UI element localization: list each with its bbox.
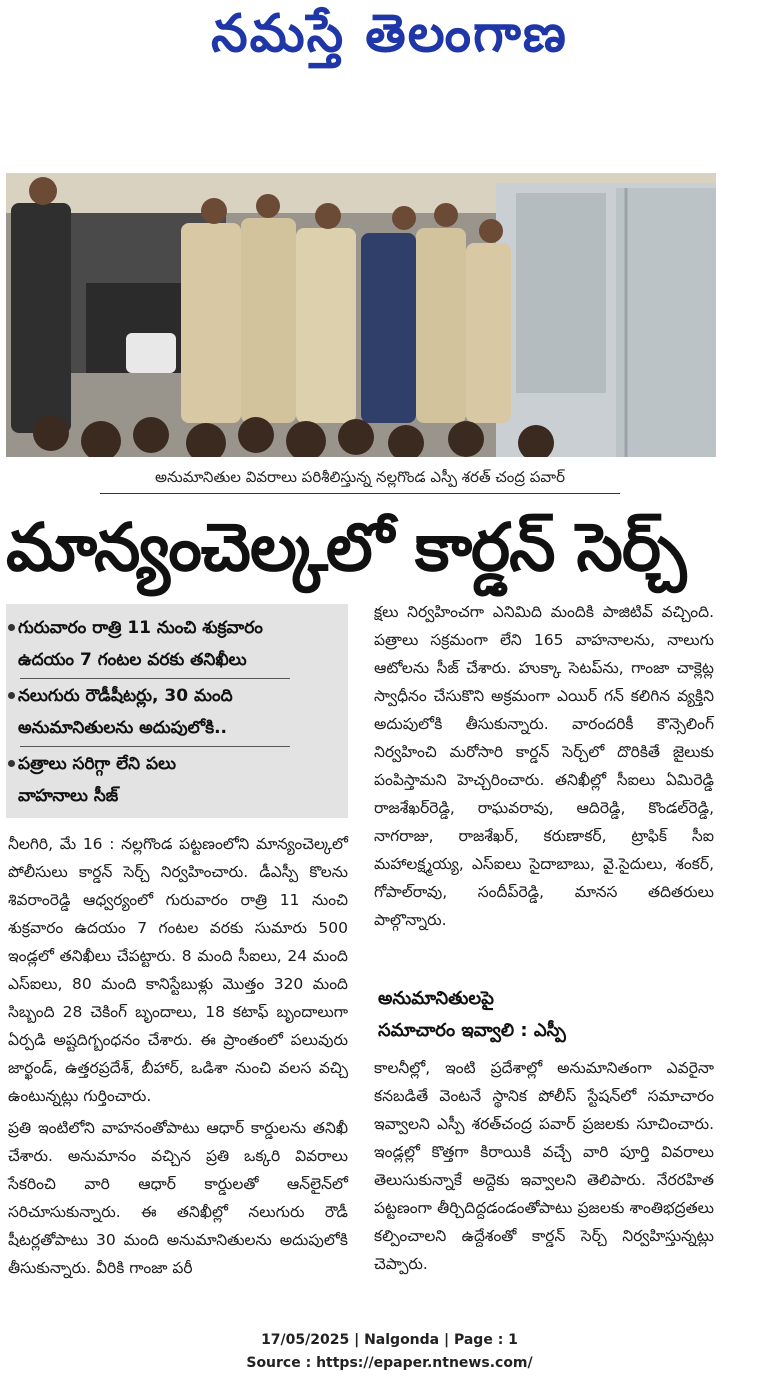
article-paragraph: క్షలు నిర్వహించగా ఎనిమిది మందికి పాజిటివ్ వచ్చింది. పత్రాలు సక్రమంగా లేని 165 వాహనాలను, నాలుగు ఆటోలను సీజ్ చేశారు. హుక్కా సెటప్‌ను, గాంజా చాక్లెట్ల స్వాధీనం చేసుకొని అక్రమంగా ఎయిర్ గన్ కలిగిన వ్యక్తిని అదుపులోకి తీసుకున్నారు. వారందరికీ కౌన్సెలింగ్ నిర్వహించి మరోసారి కార్డన్ సెర్చ్‌లో దొరికితే జైలుకు పంపిస్తామని హెచ్చరించారు. తనిఖీల్లో సీఐలు ఏమిరెడ్డి రాజశేఖర్‌రెడ్డి, రాఘవరావు, ఆదిరెడ్డి, కొండల్‌రెడ్డి, నాగరాజు, రాజశేఖర్, కరుణాకర్, ట్రాఫిక్ సీఐ మహాలక్ష్మయ్య, ఎస్ఐలు సైదాబాబు, వై.సైదులు, శంకర్, గోపాల్‌రావు, సందీప్‌రెడ్డి, మానస తదితరులు పాల్గొన్నారు. bbox=[374, 603, 714, 929]
highlight-item bbox=[18, 612, 340, 676]
bullet-icon bbox=[8, 624, 15, 631]
highlight-line: నలుగురు రౌడీషీటర్లు, 30 మంది bbox=[18, 686, 233, 706]
article-headline: మాన్యంచెల్కలో కార్డన్ సెర్చ్ bbox=[6, 509, 686, 586]
highlight-line: పత్రాలు సరిగ్గా లేని పలు bbox=[18, 754, 177, 774]
highlight-line: ఉదయం 7 గంటల వరకు తనిఖీలు bbox=[18, 650, 247, 670]
article-column-left bbox=[8, 830, 348, 1282]
highlight-divider bbox=[20, 678, 290, 679]
bullet-icon bbox=[8, 760, 15, 767]
highlight-line: వాహనాలు సీజ్ bbox=[18, 786, 119, 806]
article-subheading: సమాచారం ఇవ్వాలి : ఎస్పీ bbox=[378, 1020, 566, 1041]
article-paragraph: ప్రతి ఇంటిలోని వాహనంతోపాటు ఆధార్ కార్డులను తనిఖీ చేశారు. అనుమానం వచ్చిన ప్రతి ఒక్కరి వివరాలు సేకరించి వారి ఆధార్ కార్డులతో ఆన్‌లైన్‌లో సరిచూసుకున్నారు. ఈ తనిఖీల్లో నలుగురు రౌడీ షీటర్లతోపాటు 30 మంది అనుమానితులను అదుపులోకి తీసుకున్నారు. వీరికి గాంజా పరీ bbox=[8, 1119, 348, 1277]
article-column-right-lower bbox=[374, 1054, 714, 1278]
article-paragraph: నీలగిరి, మే 16 : నల్లగొండ పట్టణంలోని మాన్యంచెల్కలో పోలీసులు కార్డన్ సెర్చ్ నిర్వహించారు. డీఎస్పీ కొలను శివరాంరెడ్డి ఆధ్వర్యంలో గురువారం రాత్రి 11 నుంచి శుక్రవారం ఉదయం 7 గంటల వరకు సుమారు 500 ఇండ్లలో తనిఖీలు చేపట్టారు. 8 మంది సీఐలు, 24 మంది ఎస్ఐలు, 80 మంది కానిస్టేబుళ్లు మొత్తం 320 మంది సిబ్బంది 28 చెకింగ్ బృందాలు, 18 కటాఫ్ బృందాలుగా ఏర్పడి అష్టదిగ్బంధనం చేశారు. ఈ ప్రాంతంలో పలువురు జార్ఖండ్, ఉత్తరప్రదేశ్, బీహార్, ఒడిశా నుంచి వలస వచ్చి ఉంటున్నట్లు గుర్తించారు. bbox=[8, 835, 348, 1105]
article-paragraph: కాలనీల్లో, ఇంటి ప్రదేశాల్లో అనుమానితంగా ఎవరైనా కనబడితే వెంటనే స్థానిక పోలీస్ స్టేషన్‌లో సమాచారం ఇవ్వాలని ఎస్పీ శరత్‌చంద్ర పవార్ ప్రజలకు సూచించారు. ఇండ్లల్లో కొత్తగా కిరాయికి వచ్చే వారి పూర్తి వివరాలు తెలుసుకున్నాకే అద్దెకు ఇవ్వాలని తెలిపారు. నేరరహిత పట్టణంగా తీర్చిదిద్దడండంతోపాటు ప్రజలకు శాంతిభద్రతలు కల్పించాలని ఉద్దేశంతో కార్డన్ సెర్చ్ నిర్వహిస్తున్నట్లు చెప్పారు. bbox=[374, 1059, 714, 1273]
newspaper-masthead bbox=[0, 0, 779, 80]
highlight-item bbox=[18, 680, 340, 744]
photo-caption: అనుమానితుల వివరాలు పరిశీలిస్తున్న నల్లగొండ ఎస్పీ శరత్ చంద్ర పవార్ bbox=[100, 463, 620, 494]
news-photo bbox=[6, 173, 716, 457]
highlight-item bbox=[18, 748, 340, 812]
highlight-line: అనుమానితులను అదుపులోకి.. bbox=[18, 718, 227, 738]
highlight-line: గురువారం రాత్రి 11 నుంచి శుక్రవారం bbox=[18, 618, 263, 638]
article-column-right bbox=[374, 598, 714, 934]
masthead-title: నమస్తే తెలంగాణ bbox=[211, 4, 568, 64]
highlight-divider bbox=[20, 746, 290, 747]
footer-date-edition: 17/05/2025 | Nalgonda | Page : 1 bbox=[261, 1332, 518, 1348]
article-subheading: అనుమానితులపై bbox=[378, 988, 494, 1009]
bullet-icon bbox=[8, 692, 15, 699]
highlights-box bbox=[6, 604, 348, 818]
footer-source: Source : https://epaper.ntnews.com/ bbox=[246, 1355, 533, 1371]
